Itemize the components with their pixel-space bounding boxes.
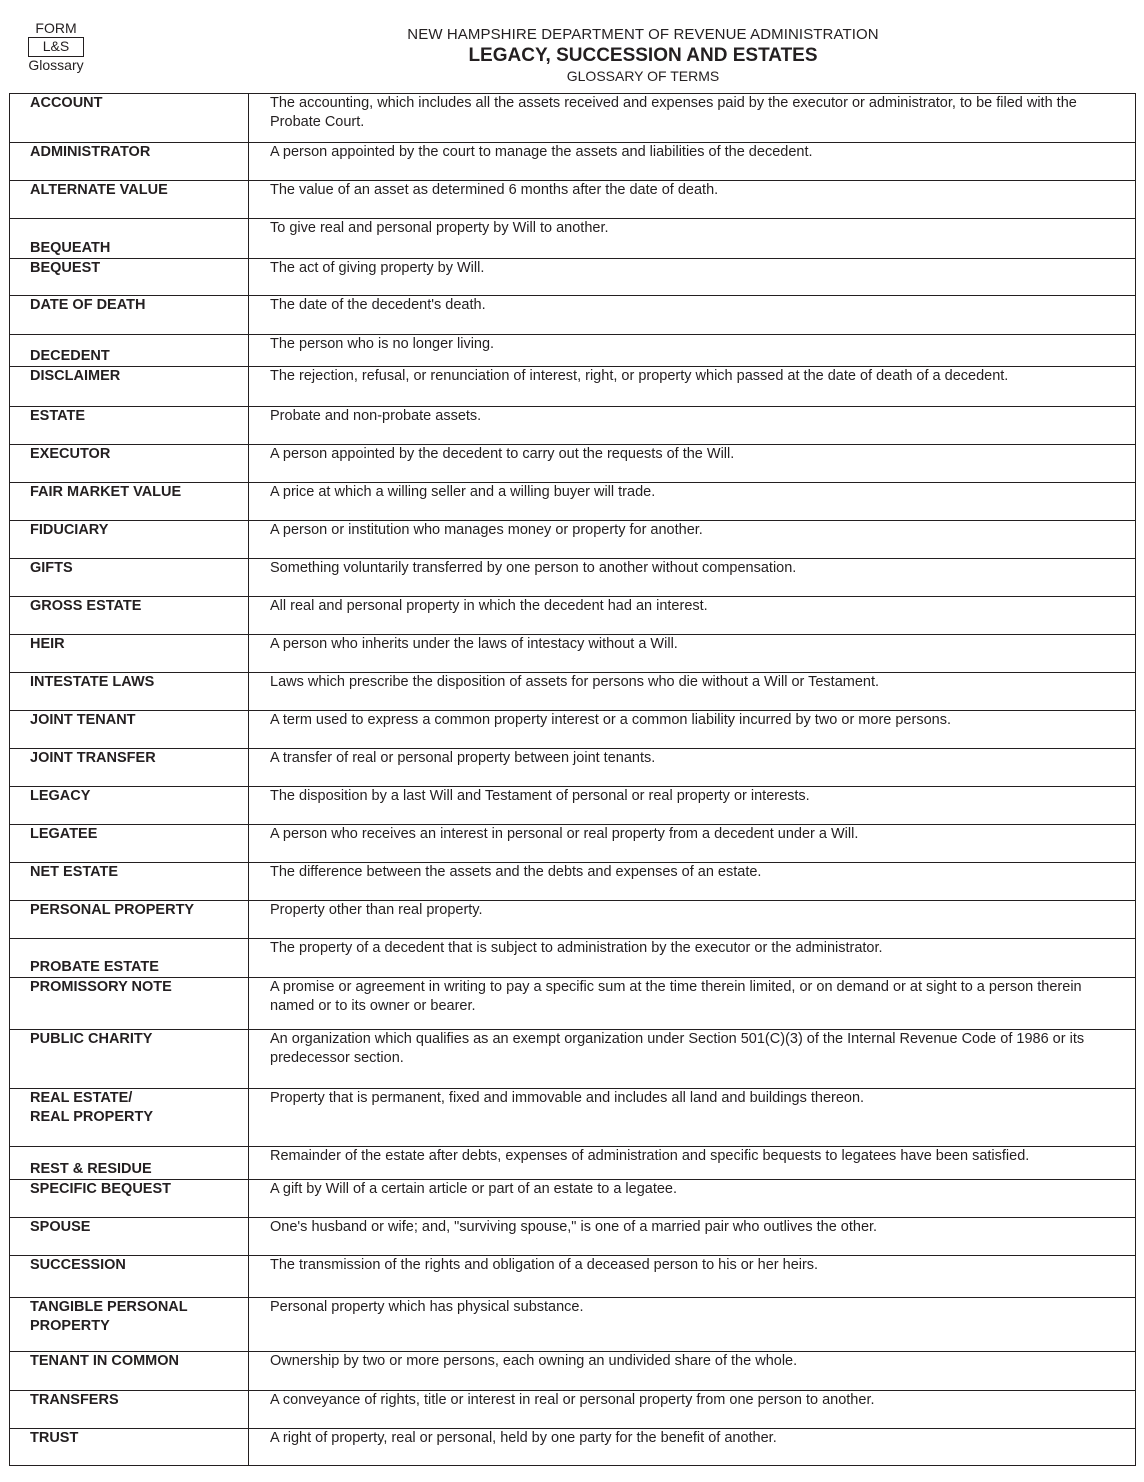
glossary-row [10, 1180, 1136, 1218]
glossary-term: SPECIFIC BEQUEST [10, 1180, 249, 1218]
department-name: NEW HAMPSHIRE DEPARTMENT OF REVENUE ADMINISTRATION [407, 26, 879, 43]
glossary-definition: A term used to express a common property interest or a common liability incurred by two or more persons. [249, 711, 1136, 749]
glossary-definition: Laws which prescribe the disposition of assets for persons who die without a Will or Testament. [249, 673, 1136, 711]
glossary-definition: A conveyance of rights, title or interest in real or personal property from one person to another. [249, 1391, 1136, 1429]
glossary-definition: An organization which qualifies as an exempt organization under Section 501(C)(3) of the Internal Revenue Code of 1986 or its predecessor section. [249, 1030, 1136, 1089]
glossary-row [10, 1298, 1136, 1352]
glossary-row [10, 1429, 1136, 1466]
glossary-definition: A person appointed by the court to manage the assets and liabilities of the decedent. [249, 143, 1136, 181]
glossary-definition: The rejection, refusal, or renunciation of interest, right, or property which passed at the date of death of a decedent. [249, 367, 1136, 407]
glossary-row [10, 711, 1136, 749]
document-subtitle: GLOSSARY OF TERMS [566, 68, 720, 84]
glossary-definition: The accounting, which includes all the assets received and expenses paid by the executor or administrator, to be filed with the Probate Court. [249, 94, 1136, 143]
glossary-term: PROBATE ESTATE [10, 939, 249, 978]
glossary-definition: A gift by Will of a certain article or part of an estate to a legatee. [249, 1180, 1136, 1218]
glossary-term: FAIR MARKET VALUE [10, 483, 249, 521]
glossary-definition: The difference between the assets and the debts and expenses of an estate. [249, 863, 1136, 901]
glossary-definition: A person or institution who manages money or property for another. [249, 521, 1136, 559]
form-sublabel: Glossary [28, 57, 84, 73]
glossary-term: HEIR [10, 635, 249, 673]
glossary-definition: A transfer of real or personal property between joint tenants. [249, 749, 1136, 787]
glossary-row [10, 1147, 1136, 1180]
form-identifier [22, 20, 90, 74]
glossary-term: PUBLIC CHARITY [10, 1030, 249, 1089]
glossary-row [10, 1256, 1136, 1298]
glossary-row [10, 296, 1136, 335]
glossary-term: JOINT TRANSFER [10, 749, 249, 787]
glossary-row [10, 219, 1136, 259]
glossary-term: DECEDENT [10, 335, 249, 367]
glossary-definition: A person who receives an interest in personal or real property from a decedent under a Will. [249, 825, 1136, 863]
document-header [300, 26, 986, 85]
glossary-row [10, 635, 1136, 673]
glossary-row [10, 143, 1136, 181]
glossary-definition: To give real and personal property by Will to another. [249, 219, 1136, 259]
glossary-row [10, 1391, 1136, 1429]
glossary-row [10, 1218, 1136, 1256]
glossary-term: ACCOUNT [10, 94, 249, 143]
glossary-row [10, 863, 1136, 901]
glossary-row [10, 978, 1136, 1030]
form-label: FORM [35, 20, 77, 36]
glossary-definition: Personal property which has physical substance. [249, 1298, 1136, 1352]
glossary-row [10, 94, 1136, 143]
document-title: LEGACY, SUCCESSION AND ESTATES [468, 45, 818, 66]
glossary-row [10, 483, 1136, 521]
glossary-term: GIFTS [10, 559, 249, 597]
glossary-row [10, 825, 1136, 863]
glossary-table [9, 93, 1136, 1466]
glossary-row [10, 335, 1136, 367]
glossary-term: BEQUEST [10, 259, 249, 296]
glossary-row [10, 1352, 1136, 1391]
glossary-definition: A person appointed by the decedent to carry out the requests of the Will. [249, 445, 1136, 483]
glossary-term: ADMINISTRATOR [10, 143, 249, 181]
glossary-term: FIDUCIARY [10, 521, 249, 559]
glossary-row [10, 1030, 1136, 1089]
glossary-definition: The act of giving property by Will. [249, 259, 1136, 296]
glossary-term: INTESTATE LAWS [10, 673, 249, 711]
glossary-row [10, 597, 1136, 635]
glossary-definition: The disposition by a last Will and Testament of personal or real property or interests. [249, 787, 1136, 825]
glossary-term: REST & RESIDUE [10, 1147, 249, 1180]
glossary-row [10, 259, 1136, 296]
glossary-definition: Something voluntarily transferred by one person to another without compensation. [249, 559, 1136, 597]
glossary-row [10, 901, 1136, 939]
glossary-term: JOINT TENANT [10, 711, 249, 749]
glossary-definition: A price at which a willing seller and a willing buyer will trade. [249, 483, 1136, 521]
glossary-term: TRUST [10, 1429, 249, 1466]
glossary-term: SUCCESSION [10, 1256, 249, 1298]
glossary-term: TANGIBLE PERSONAL PROPERTY [10, 1298, 249, 1352]
glossary-term: DISCLAIMER [10, 367, 249, 407]
glossary-definition: A promise or agreement in writing to pay a specific sum at the time therein limited, or on demand or at sight to a person therein named or to its owner or bearer. [249, 978, 1136, 1030]
glossary-term: PERSONAL PROPERTY [10, 901, 249, 939]
glossary-row [10, 521, 1136, 559]
glossary-term: BEQUEATH [10, 219, 249, 259]
glossary-term: LEGATEE [10, 825, 249, 863]
glossary-row [10, 445, 1136, 483]
glossary-definition: The property of a decedent that is subject to administration by the executor or the administrator. [249, 939, 1136, 978]
glossary-definition: Property that is permanent, fixed and immovable and includes all land and buildings thereon. [249, 1089, 1136, 1147]
glossary-row [10, 787, 1136, 825]
glossary-row [10, 367, 1136, 407]
glossary-definition: A right of property, real or personal, held by one party for the benefit of another. [249, 1429, 1136, 1466]
glossary-term: NET ESTATE [10, 863, 249, 901]
glossary-row [10, 939, 1136, 978]
glossary-definition: Probate and non-probate assets. [249, 407, 1136, 445]
glossary-term: DATE OF DEATH [10, 296, 249, 335]
glossary-term: EXECUTOR [10, 445, 249, 483]
glossary-row [10, 1089, 1136, 1147]
glossary-definition: Remainder of the estate after debts, expenses of administration and specific bequests to legatees have been satisfied. [249, 1147, 1136, 1180]
glossary-term: PROMISSORY NOTE [10, 978, 249, 1030]
glossary-term: ESTATE [10, 407, 249, 445]
form-code: L&S [28, 37, 84, 57]
glossary-definition: A person who inherits under the laws of intestacy without a Will. [249, 635, 1136, 673]
glossary-term: LEGACY [10, 787, 249, 825]
glossary-term: REAL ESTATE/ REAL PROPERTY [10, 1089, 249, 1147]
glossary-row [10, 181, 1136, 219]
glossary-term: GROSS ESTATE [10, 597, 249, 635]
glossary-row [10, 559, 1136, 597]
glossary-row [10, 749, 1136, 787]
glossary-term: SPOUSE [10, 1218, 249, 1256]
glossary-row [10, 407, 1136, 445]
glossary-row [10, 673, 1136, 711]
glossary-definition: The person who is no longer living. [249, 335, 1136, 367]
glossary-definition: The value of an asset as determined 6 months after the date of death. [249, 181, 1136, 219]
glossary-definition: The date of the decedent's death. [249, 296, 1136, 335]
glossary-definition: All real and personal property in which the decedent had an interest. [249, 597, 1136, 635]
glossary-term: TRANSFERS [10, 1391, 249, 1429]
glossary-definition: Property other than real property. [249, 901, 1136, 939]
glossary-term: TENANT IN COMMON [10, 1352, 249, 1391]
glossary-definition: Ownership by two or more persons, each owning an undivided share of the whole. [249, 1352, 1136, 1391]
glossary-definition: The transmission of the rights and obligation of a deceased person to his or her heirs. [249, 1256, 1136, 1298]
glossary-definition: One's husband or wife; and, "surviving spouse," is one of a married pair who outlives the other. [249, 1218, 1136, 1256]
glossary-term: ALTERNATE VALUE [10, 181, 249, 219]
